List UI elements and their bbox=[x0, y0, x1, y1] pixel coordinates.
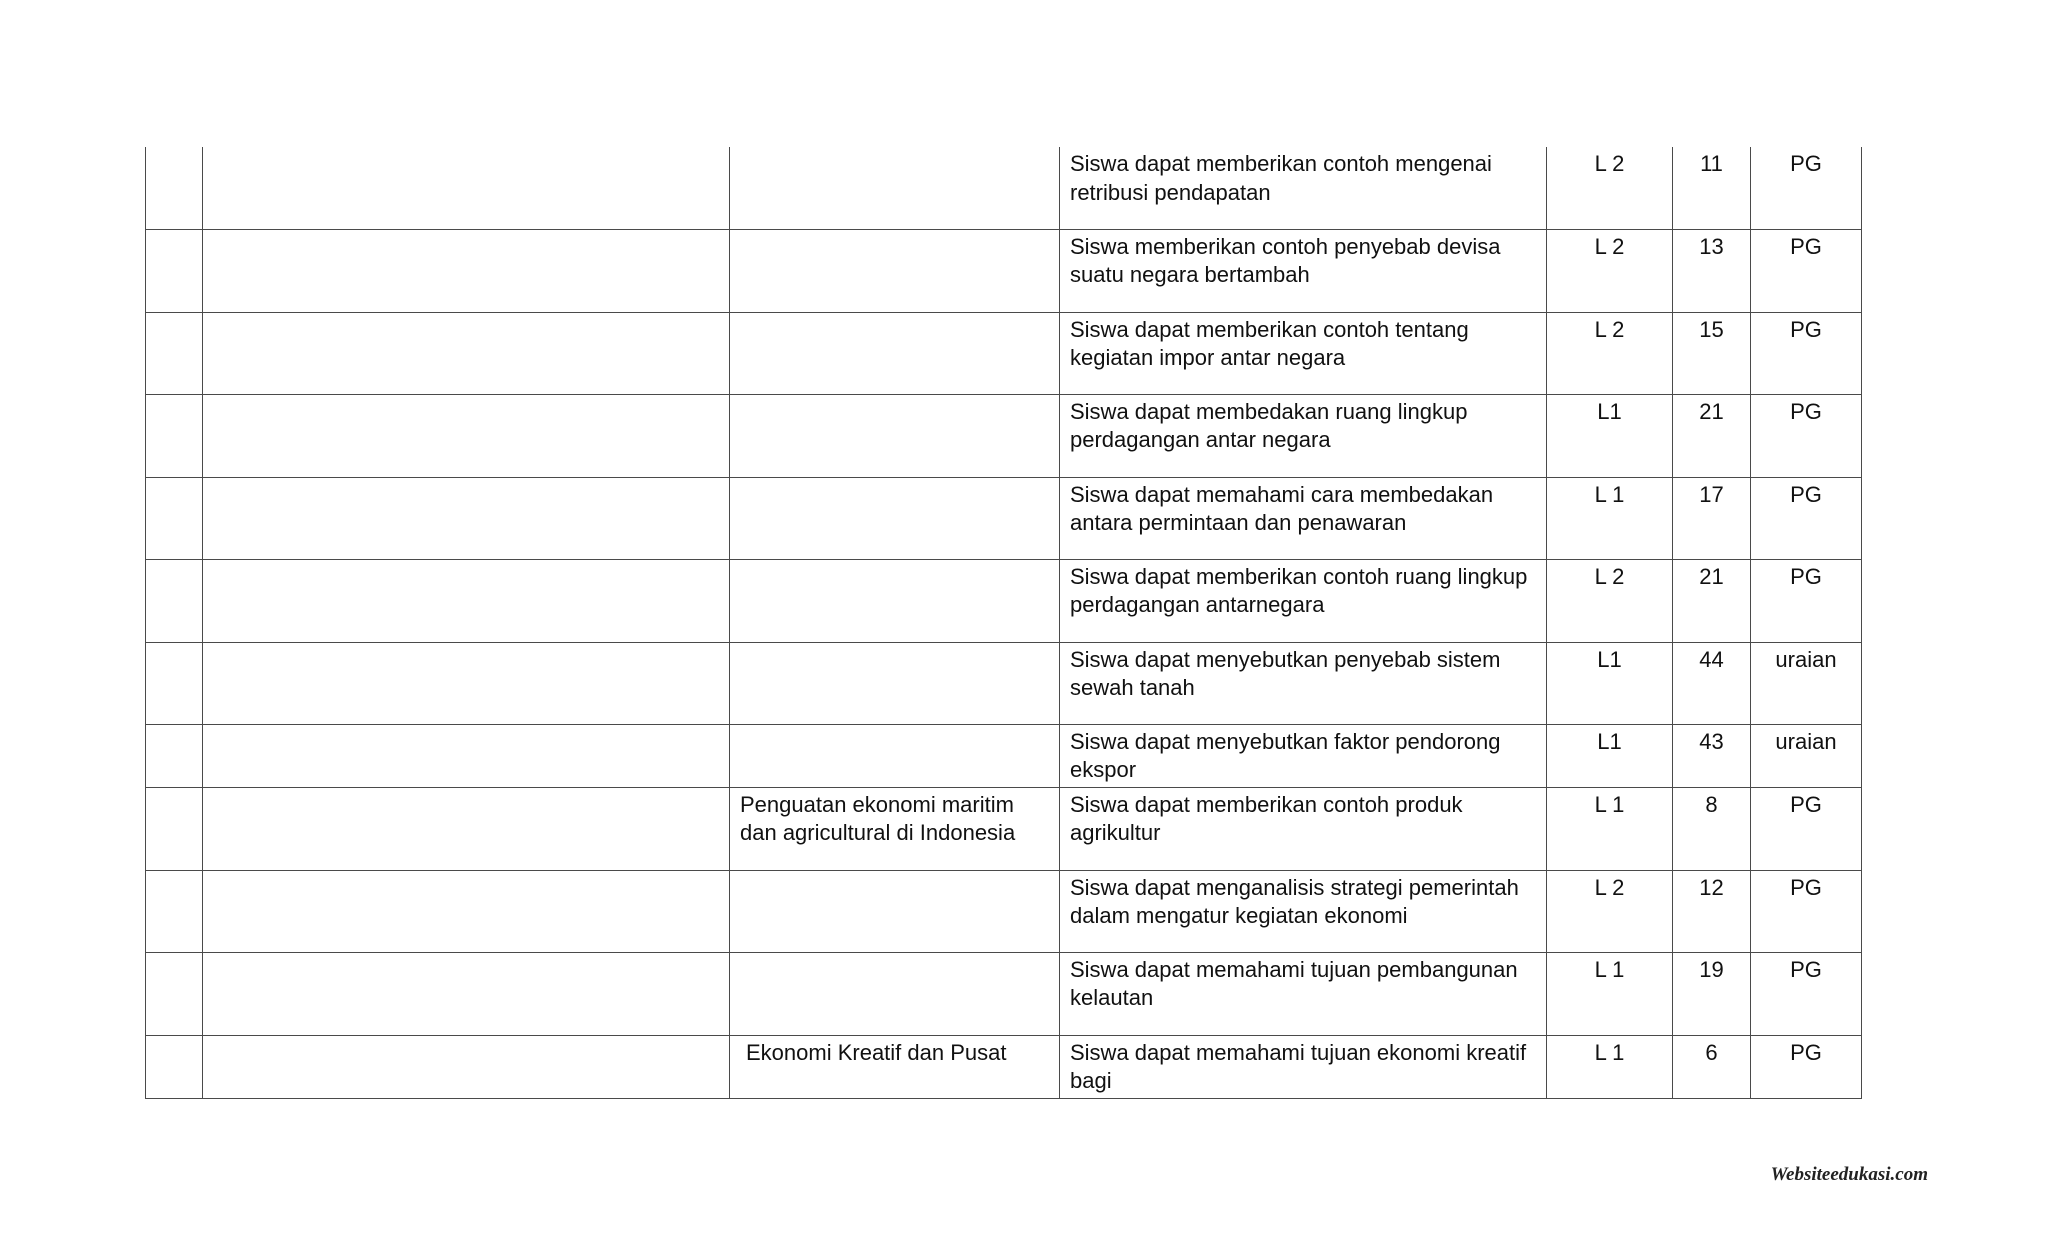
topic-cell bbox=[730, 870, 1060, 952]
question-form-cell: PG bbox=[1751, 312, 1862, 394]
competency-cell bbox=[203, 312, 730, 394]
table-row bbox=[146, 787, 1862, 870]
question-form-cell: PG bbox=[1751, 229, 1862, 312]
question-form-cell: PG bbox=[1751, 477, 1862, 559]
level-cell: L 2 bbox=[1547, 870, 1673, 952]
indicator-cell: Siswa dapat menyebutkan penyebab sistem sewah tanah bbox=[1060, 642, 1547, 724]
no-cell bbox=[146, 952, 203, 1035]
competency-cell bbox=[203, 147, 730, 229]
indicator-cell: Siswa dapat memberikan contoh mengenai retribusi pendapatan bbox=[1060, 147, 1547, 229]
topic-cell: Ekonomi Kreatif dan Pusat bbox=[730, 1035, 1060, 1098]
level-cell: L 1 bbox=[1547, 787, 1673, 870]
table-row bbox=[146, 952, 1862, 1035]
table-row bbox=[146, 1035, 1862, 1098]
question-number-cell: 43 bbox=[1673, 724, 1751, 787]
topic-cell bbox=[730, 147, 1060, 229]
indicator-cell: Siswa dapat menyebutkan faktor pendorong ekspor bbox=[1060, 724, 1547, 787]
watermark-text: Websiteedukasi.com bbox=[1770, 1164, 1928, 1185]
level-cell: L 1 bbox=[1547, 477, 1673, 559]
table-row bbox=[146, 229, 1862, 312]
question-form-cell: PG bbox=[1751, 952, 1862, 1035]
no-cell bbox=[146, 312, 203, 394]
no-cell bbox=[146, 1035, 203, 1098]
competency-cell bbox=[203, 477, 730, 559]
question-form-cell: PG bbox=[1751, 394, 1862, 477]
kisi-kisi-table bbox=[145, 147, 1862, 1099]
no-cell bbox=[146, 229, 203, 312]
no-cell bbox=[146, 394, 203, 477]
competency-cell bbox=[203, 1035, 730, 1098]
level-cell: L 1 bbox=[1547, 1035, 1673, 1098]
question-form-cell: uraian bbox=[1751, 724, 1862, 787]
indicator-cell: Siswa memberikan contoh penyebab devisa suatu negara bertambah bbox=[1060, 229, 1547, 312]
table-row bbox=[146, 477, 1862, 559]
competency-cell bbox=[203, 952, 730, 1035]
indicator-cell: Siswa dapat memahami cara membedakan antara permintaan dan penawaran bbox=[1060, 477, 1547, 559]
competency-cell bbox=[203, 642, 730, 724]
question-number-cell: 11 bbox=[1673, 147, 1751, 229]
no-cell bbox=[146, 477, 203, 559]
question-form-cell: uraian bbox=[1751, 642, 1862, 724]
question-form-cell: PG bbox=[1751, 870, 1862, 952]
table-row bbox=[146, 559, 1862, 642]
table-row bbox=[146, 642, 1862, 724]
competency-cell bbox=[203, 559, 730, 642]
competency-cell bbox=[203, 787, 730, 870]
indicator-cell: Siswa dapat membedakan ruang lingkup perdagangan antar negara bbox=[1060, 394, 1547, 477]
question-number-cell: 44 bbox=[1673, 642, 1751, 724]
level-cell: L1 bbox=[1547, 394, 1673, 477]
indicator-cell: Siswa dapat memberikan contoh produk agrikultur bbox=[1060, 787, 1547, 870]
level-cell: L 1 bbox=[1547, 952, 1673, 1035]
table-row bbox=[146, 870, 1862, 952]
table-row bbox=[146, 147, 1862, 229]
topic-cell bbox=[730, 642, 1060, 724]
topic-cell bbox=[730, 559, 1060, 642]
table-row bbox=[146, 394, 1862, 477]
competency-cell bbox=[203, 394, 730, 477]
competency-cell bbox=[203, 724, 730, 787]
competency-cell bbox=[203, 229, 730, 312]
topic-cell bbox=[730, 724, 1060, 787]
level-cell: L1 bbox=[1547, 724, 1673, 787]
question-number-cell: 21 bbox=[1673, 559, 1751, 642]
question-number-cell: 8 bbox=[1673, 787, 1751, 870]
table-row bbox=[146, 724, 1862, 787]
indicator-cell: Siswa dapat memahami tujuan ekonomi kreatif bagi bbox=[1060, 1035, 1547, 1098]
question-form-cell: PG bbox=[1751, 787, 1862, 870]
topic-cell bbox=[730, 952, 1060, 1035]
level-cell: L 2 bbox=[1547, 559, 1673, 642]
question-number-cell: 15 bbox=[1673, 312, 1751, 394]
question-number-cell: 19 bbox=[1673, 952, 1751, 1035]
no-cell bbox=[146, 870, 203, 952]
table-row bbox=[146, 312, 1862, 394]
level-cell: L 2 bbox=[1547, 229, 1673, 312]
level-cell: L1 bbox=[1547, 642, 1673, 724]
no-cell bbox=[146, 147, 203, 229]
question-form-cell: PG bbox=[1751, 1035, 1862, 1098]
competency-cell bbox=[203, 870, 730, 952]
topic-cell bbox=[730, 312, 1060, 394]
question-form-cell: PG bbox=[1751, 559, 1862, 642]
no-cell bbox=[146, 559, 203, 642]
topic-cell bbox=[730, 477, 1060, 559]
topic-cell bbox=[730, 394, 1060, 477]
no-cell bbox=[146, 787, 203, 870]
indicator-cell: Siswa dapat menganalisis strategi pemerintah dalam mengatur kegiatan ekonomi bbox=[1060, 870, 1547, 952]
indicator-cell: Siswa dapat memahami tujuan pembangunan kelautan bbox=[1060, 952, 1547, 1035]
question-number-cell: 21 bbox=[1673, 394, 1751, 477]
question-form-cell: PG bbox=[1751, 147, 1862, 229]
indicator-cell: Siswa dapat memberikan contoh ruang lingkup perdagangan antarnegara bbox=[1060, 559, 1547, 642]
level-cell: L 2 bbox=[1547, 147, 1673, 229]
level-cell: L 2 bbox=[1547, 312, 1673, 394]
topic-cell: Penguatan ekonomi maritim dan agricultural di Indonesia bbox=[730, 787, 1060, 870]
topic-cell bbox=[730, 229, 1060, 312]
no-cell bbox=[146, 642, 203, 724]
no-cell bbox=[146, 724, 203, 787]
question-number-cell: 13 bbox=[1673, 229, 1751, 312]
indicator-cell: Siswa dapat memberikan contoh tentang kegiatan impor antar negara bbox=[1060, 312, 1547, 394]
question-number-cell: 17 bbox=[1673, 477, 1751, 559]
question-number-cell: 6 bbox=[1673, 1035, 1751, 1098]
question-number-cell: 12 bbox=[1673, 870, 1751, 952]
